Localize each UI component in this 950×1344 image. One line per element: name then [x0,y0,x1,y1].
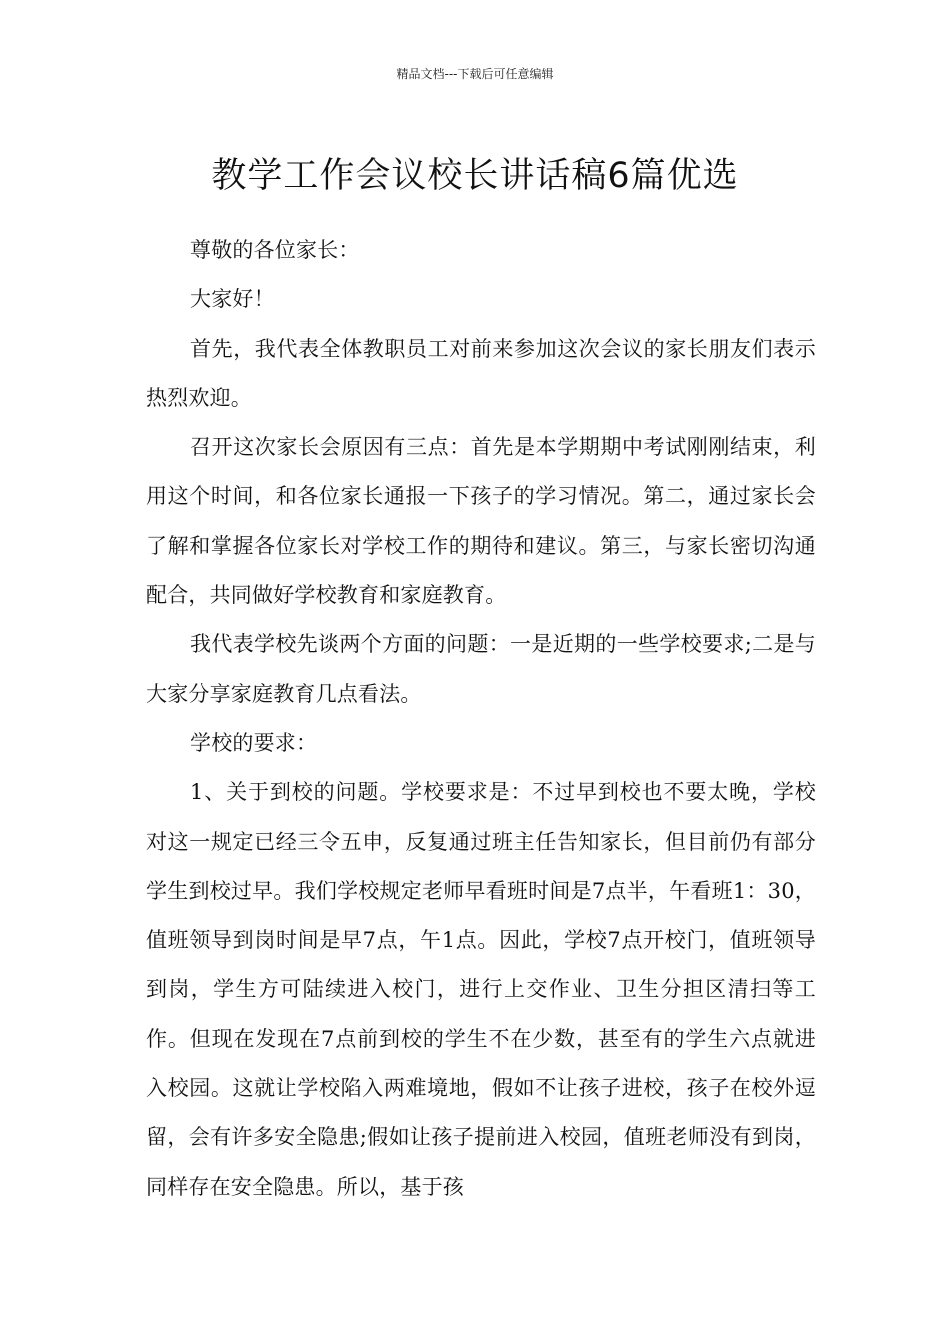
paragraph-requirements-heading: 学校的要求： [190,730,318,755]
paragraph-welcome: 首先，我代表全体教职员工对前来参加这次会议的家长朋友们表示热烈欢迎。 [146,336,816,410]
paragraph-greeting: 大家好！ [190,287,275,312]
document-title: 教学工作会议校长讲话稿6篇优选 [211,156,739,197]
paragraph-salutation: 尊敬的各位家长： [190,238,360,262]
paragraph-reasons: 召开这次家长会原因有三点：首先是本学期期中考试刚刚结束，利用这个时间，和各位家长通报一下孩子的学习情况。第二，通过家长会了解和掌握各位家长对学校工作的期待和建议。第三，与家长密切沟通配合，共同做好学校教育和家庭教育。 [146,435,816,608]
page-header: 精品文档---下载后可任意编辑 [396,67,554,81]
document-body [146,226,816,1212]
paragraph-arrival-rules: 1、关于到校的问题。学校要求是：不过早到校也不要太晚，学校对这一规定已经三令五申，反复通过班主任告知家长，但目前仍有部分学生到校过早。我们学校规定老师早看班时间是7点半，午看班1：30，值班领导到岗时间是早7点，午1点。因此，学校7点开校门，值班领导到岗，学生方可陆续进入校门，进行上交作业、卫生分担区清扫等工作。但现在发现在7点前到校的学生不在少数，甚至有的学生六点就进入校园。这就让学校陷入两难境地，假如不让孩子进校，孩子在校外逗留，会有许多安全隐患;假如让孩子提前进入校园，值班老师没有到岗，同样存在安全隐患。所以，基于孩 [146,780,816,1199]
paragraph-topics: 我代表学校先谈两个方面的问题：一是近期的一些学校要求;二是与大家分享家庭教育几点看法。 [146,632,816,706]
